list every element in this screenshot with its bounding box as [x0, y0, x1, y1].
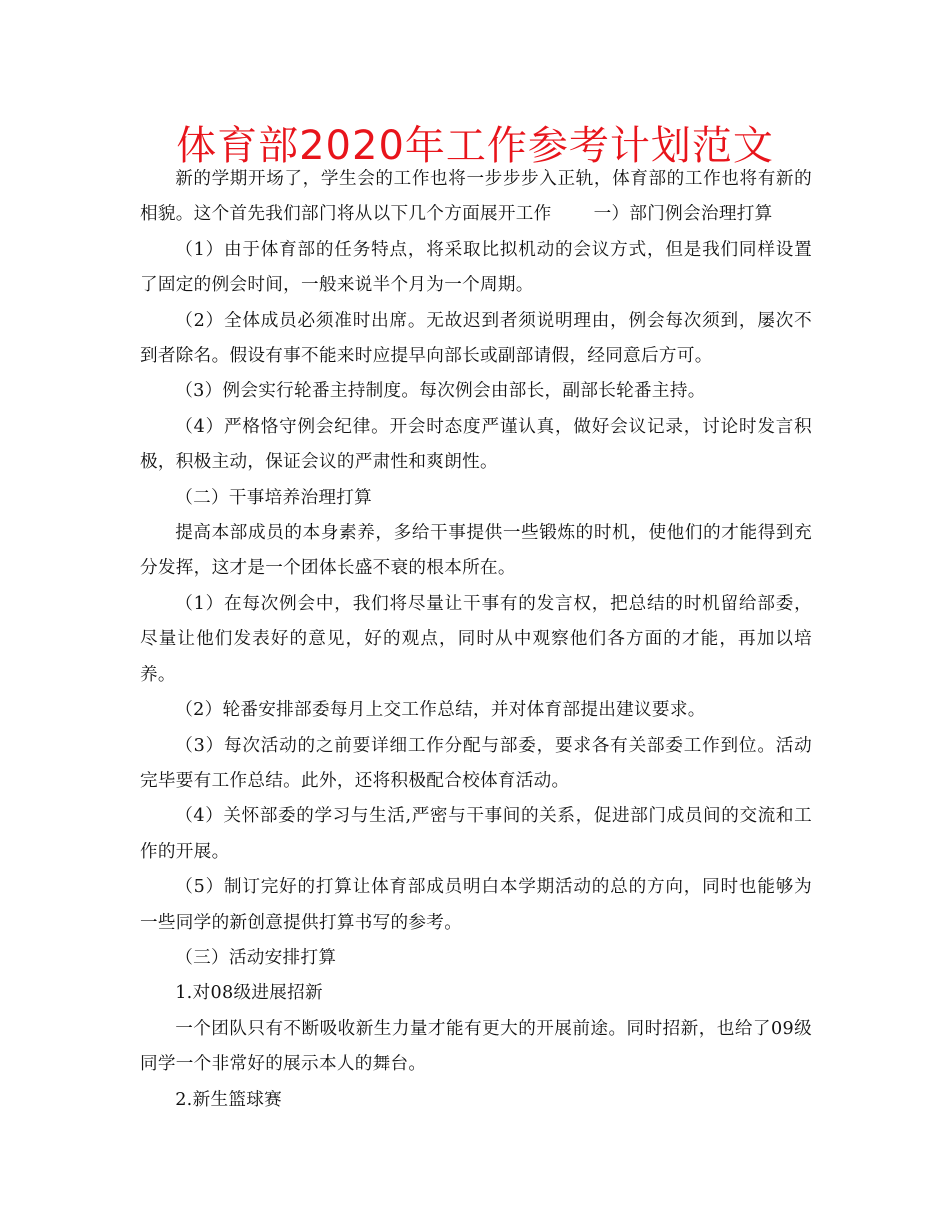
section2-heading: （二）干事培养治理打算 — [175, 487, 373, 508]
section1-item: （4）严格恪守例会纪律。开会时态度严谨认真，做好会议记录，讨论时发言积极，积极主动，保证会议的严肃性和爽朗性。 — [140, 416, 812, 473]
intro-paragraph — [140, 162, 812, 233]
intro-text: 新的学期开场了，学生会的工作也将一步步步入正轨，体育部的工作也将有新的相貌。这个首先我们部门将从以下几个方面展开工作 — [140, 169, 812, 225]
activity1-text: 一个团队只有不断吸收新生力量才能有更大的开展前途。同时招新，也给了09级同学一个非常好的展示本人的舞台。 — [140, 1018, 812, 1075]
section2-item: （1）在每次例会中，我们将尽量让干事有的发言权，把总结的时机留给部委，尽量让他们发表好的意见，好的观点，同时从中观察他们各方面的才能，再加以培养。 — [140, 593, 812, 685]
activity1-heading: 1.对08级进展招新 — [175, 983, 323, 1004]
document-title: 体育部2020年工作参考计划范文 — [176, 123, 774, 169]
section1-item: （2）全体成员必须准时出席。无故迟到者须说明理由，例会每次须到，屡次不到者除名。假设有事不能来时应提早向部长或副部请假，经同意后方可。 — [140, 310, 812, 367]
section2-item: （5）制订完好的打算让体育部成员明白本学期活动的总的方向，同时也能够为一些同学的新创意提供打算书写的参考。 — [140, 877, 812, 933]
section2-item: （3）每次活动的之前要详细工作分配与部委，要求各有关部委工作到位。活动完毕要有工作总结。此外，还将积极配合校体育活动。 — [140, 735, 812, 791]
activity2-heading: 2.新生篮球赛 — [175, 1089, 283, 1110]
section1-heading: 一）部门例会治理打算 — [593, 204, 773, 225]
section3-heading: （三）活动安排打算 — [175, 947, 337, 968]
section2-intro: 提高本部成员的本身素养，多给干事提供一些锻炼的时机，使他们的才能得到充分发挥，这才是一个团体长盛不衰的根本所在。 — [140, 523, 812, 579]
section1-item: （1）由于体育部的任务特点，将采取比拟机动的会议方式，但是我们同样设置了固定的例会时间，一般来说半个月为一个周期。 — [140, 239, 812, 296]
section2-item: （2）轮番安排部委每月上交工作总结，并对体育部提出建议要求。 — [175, 700, 706, 721]
section2-item: （4）关怀部委的学习与生活,严密与干事间的关系，促进部门成员间的交流和工作的开展。 — [140, 806, 812, 862]
section1-item: （3）例会实行轮番主持制度。每次例会由部长，副部长轮番主持。 — [175, 381, 706, 402]
document-body — [140, 162, 812, 1118]
